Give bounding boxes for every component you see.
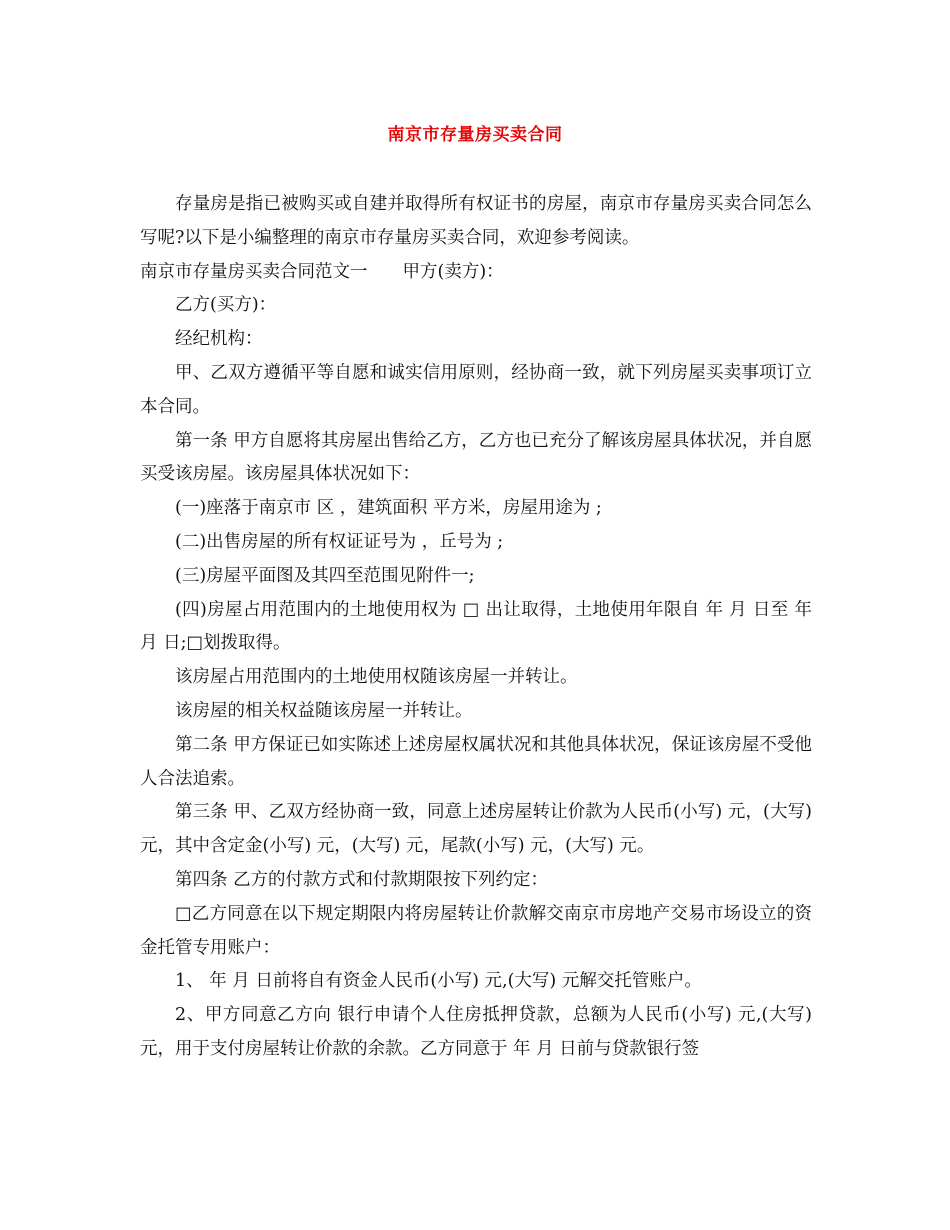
- paragraph-preamble: 甲、乙双方遵循平等自愿和诚实信用原则，经协商一致，就下列房屋买卖事项订立本合同。: [140, 362, 812, 417]
- paragraph-article-1: 第一条 甲方自愿将其房屋出售给乙方，乙方也已充分了解该房屋具体状况，并自愿买受该房屋。该房屋具体状况如下：: [140, 430, 812, 485]
- paragraph-payment-1: 1、 年 月 日前将自有资金人民币(小写) 元,(大写) 元解交托管账户。: [175, 971, 702, 992]
- document-body: [140, 188, 812, 1067]
- paragraph-article-2: 第二条 甲方保证已如实陈述上述房屋权属状况和其他具体状况，保证该房屋不受他人合法追索。: [140, 734, 812, 789]
- paragraph-article-1-item-3: (三)房屋平面图及其四至范围见附件一;: [175, 565, 475, 586]
- paragraph-article-1-item-2: (二)出售房屋的所有权证证号为 ，丘号为 ;: [175, 531, 504, 552]
- paragraph-article-3: 第三条 甲、乙双方经协商一致，同意上述房屋转让价款为人民币(小写) 元，(大写) 元，其中含定金(小写) 元，(大写) 元，尾款(小写) 元，(大写) 元。: [140, 802, 812, 857]
- paragraph-escrow: □乙方同意在以下规定期限内将房屋转让价款解交南京市房地产交易市场设立的资金托管专用账户：: [140, 903, 812, 958]
- paragraph-agency: 经纪机构：: [175, 329, 263, 350]
- paragraph-sample-heading: 南京市存量房买卖合同范文一 甲方(卖方)：: [140, 261, 504, 282]
- paragraph-rights-transfer: 该房屋的相关权益随该房屋一并转让。: [175, 700, 473, 721]
- paragraph-buyer: 乙方(买方)：: [175, 295, 277, 316]
- paragraph-land-use-transfer: 该房屋占用范围内的土地使用权随该房屋一并转让。: [175, 667, 578, 688]
- paragraph-article-1-item-1: (一)座落于南京市 区 ，建筑面积 平方米，房屋用途为 ;: [175, 498, 602, 519]
- paragraph-intro: 存量房是指已被购买或自建并取得所有权证书的房屋，南京市存量房买卖合同怎么写呢?以下是小编整理的南京市存量房买卖合同，欢迎参考阅读。: [140, 194, 812, 248]
- paragraph-article-4: 第四条 乙方的付款方式和付款期限按下列约定：: [175, 869, 549, 890]
- paragraph-article-1-item-4: (四)房屋占用范围内的土地使用权为 □ 出让取得，土地使用年限自 年 月 日至 年 月 日;□划拨取得。: [140, 599, 812, 654]
- paragraph-payment-2: 2、甲方同意乙方向 银行申请个人住房抵押贷款，总额为人民币(小写) 元,(大写) 元，用于支付房屋转让价款的余款。乙方同意于 年 月 日前与贷款银行签: [140, 1005, 812, 1059]
- document-title: 南京市存量房买卖合同: [387, 125, 563, 145]
